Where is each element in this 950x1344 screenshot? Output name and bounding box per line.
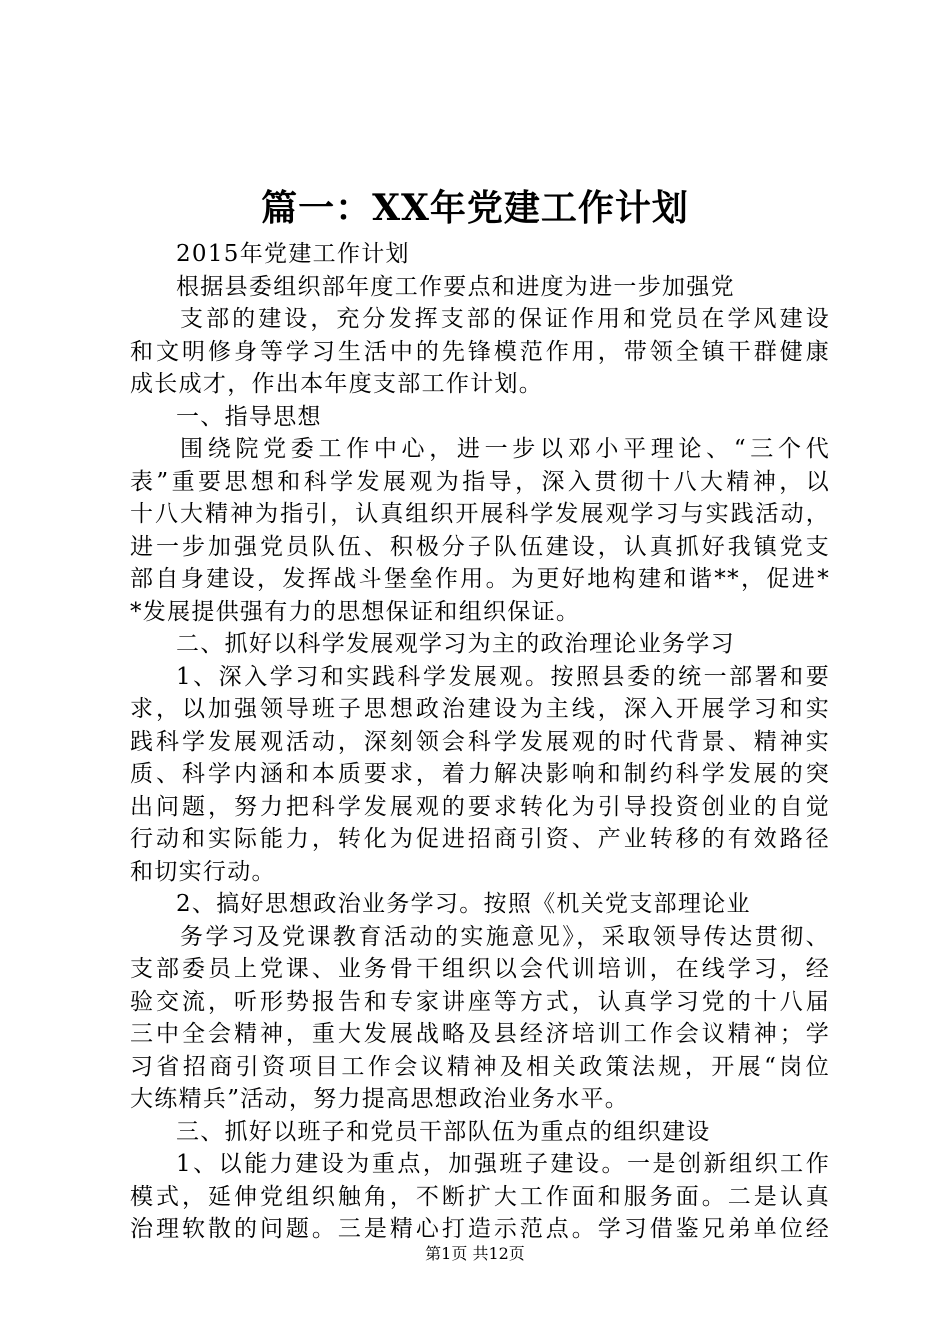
- section-heading: 二、抓好以科学发展观学习为主的政治理论业务学习: [176, 631, 735, 657]
- document-title: 篇一：XX年党建工作计划: [261, 187, 689, 229]
- text-line: 出问题，努力把科学发展观的要求转化为引导投资创业的自觉: [130, 793, 830, 820]
- text-line: 和文明修身等学习生活中的先锋模范作用，带领全镇干群健康: [130, 338, 830, 365]
- text-line: 1、深入学习和实践科学发展观。按照县委的统一部署和要: [176, 663, 830, 690]
- text-line: 2015年党建工作计划: [176, 241, 410, 267]
- text-line: 2、搞好思想政治业务学习。按照《机关党支部理论业: [176, 891, 751, 917]
- page-footer: 第1页 共12页: [425, 1244, 525, 1263]
- text-line: 根据县委组织部年度工作要点和进度为进一步加强党: [176, 273, 735, 300]
- text-line: 习省招商引资项目工作会议精神及相关政策法规，开展“岗位: [130, 1053, 830, 1080]
- text-line: 十八大精神为指引，认真组织开展科学发展观学习与实践活动，: [130, 501, 830, 527]
- text-line: 三中全会精神，重大发展战略及县经济培训工作会议精神；学: [130, 1021, 830, 1047]
- text-line: 进一步加强党员队伍、积极分子队伍建设，认真抓好我镇党支: [130, 533, 830, 560]
- text-line: 成长成才，作出本年度支部工作计划。: [130, 371, 544, 397]
- document-body: [130, 238, 830, 1246]
- text-line: 支部的建设，充分发挥支部的保证作用和党员在学风建设: [180, 306, 830, 332]
- text-line: 治理软散的问题。三是精心打造示范点。学习借鉴兄弟单位经: [130, 1216, 830, 1242]
- text-line: 和切实行动。: [130, 858, 276, 885]
- section-heading: 三、抓好以班子和党员干部队伍为重点的组织建设: [176, 1118, 711, 1145]
- text-line: 求，以加强领导班子思想政治建设为主线，深入开展学习和实: [130, 696, 830, 722]
- text-line: 践科学发展观活动，深刻领会科学发展观的时代背景、精神实: [130, 728, 830, 755]
- text-line: 部自身建设，发挥战斗堡垒作用。为更好地构建和谐**，促进*: [130, 566, 830, 592]
- text-line: 大练精兵”活动，努力提高思想政治业务水平。: [130, 1086, 630, 1112]
- text-line: 质、科学内涵和本质要求，着力解决影响和制约科学发展的突: [130, 761, 830, 787]
- text-line: 务学习及党课教育活动的实施意见》，采取领导传达贯彻、: [180, 923, 830, 950]
- text-line: 模式，延伸党组织触角，不断扩大工作面和服务面。二是认真: [130, 1183, 830, 1210]
- text-line: 表”重要思想和科学发展观为指导，深入贯彻十八大精神，以: [130, 468, 830, 495]
- section-heading: 一、指导思想: [176, 403, 322, 430]
- text-line: *发展提供强有力的思想保证和组织保证。: [130, 598, 581, 625]
- text-line: 围绕院党委工作中心，进一步以邓小平理论、“三个代: [180, 436, 830, 462]
- text-line: 1、以能力建设为重点，加强班子建设。一是创新组织工作: [176, 1151, 830, 1177]
- text-line: 行动和实际能力，转化为促进招商引资、产业转移的有效路径: [130, 826, 830, 852]
- text-line: 验交流，听形势报告和专家讲座等方式，认真学习党的十八届: [130, 988, 830, 1015]
- text-line: 支部委员上党课、业务骨干组织以会代训培训，在线学习，经: [130, 956, 830, 982]
